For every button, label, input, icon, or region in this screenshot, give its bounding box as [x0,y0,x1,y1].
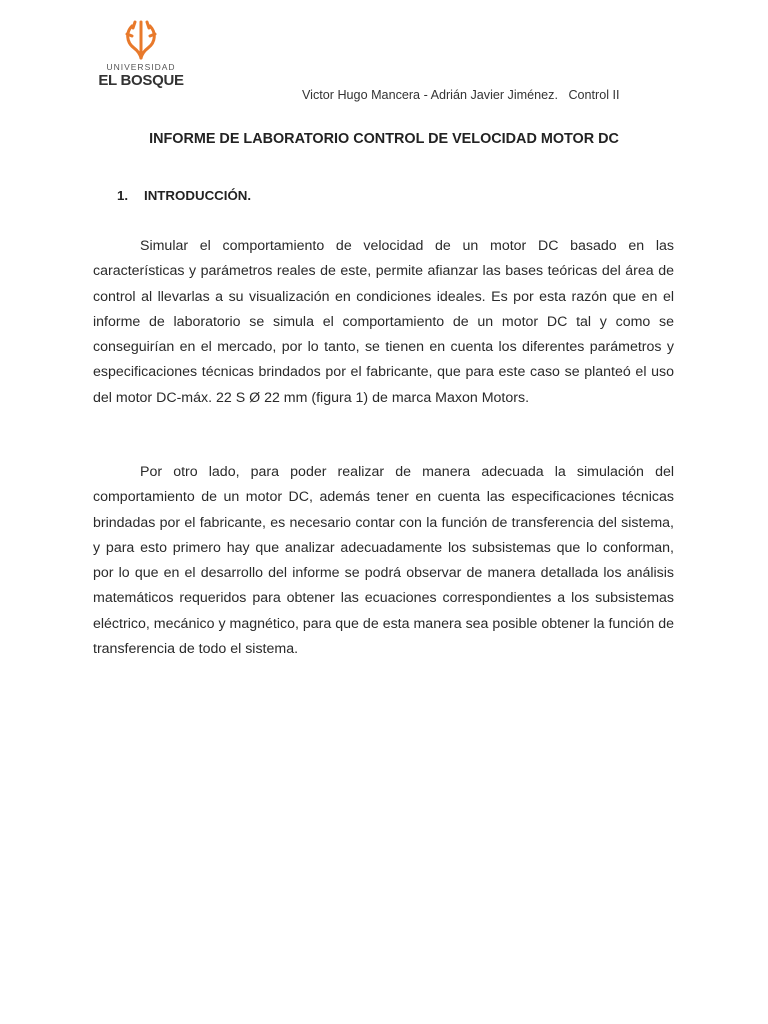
section-title: INTRODUCCIÓN. [144,188,252,203]
section-heading [117,188,251,203]
document-header [302,88,620,102]
section-number: 1. [117,188,129,203]
authors-text: Victor Hugo Mancera - Adrián Javier Jiménez. [302,88,558,102]
intro-paragraph-2: Por otro lado, para poder realizar de manera adecuada la simulación del comportamiento de un motor DC, además tener en cuenta las especificaciones técnicas brindadas por el fabricante, es necesario contar con la función de transferencia del sistema, y para esto primero hay que analizar adecuadamente los subsistemas que lo conforman, por lo que en el desarrollo del informe se podrá observar de manera detallada los análisis matemáticos requeridos para obtener las ecuaciones correspondientes a los subsistemas eléctrico, mecánico y magnético, para que de esta manera sea posible obtener la función de transferencia de todo el sistema. [93,464,674,658]
university-logo [98,18,184,92]
university-name: EL BOSQUE [98,72,184,89]
el-bosque-emblem-icon [120,18,162,62]
document-title: INFORME DE LABORATORIO CONTROL DE VELOCIDAD MOTOR DC [149,131,619,147]
intro-paragraph-1: Simular el comportamiento de velocidad de un motor DC basado en las características y parámetros reales de este, permite afianzar las bases teóricas del área de control al llevarlas a su visualización en condiciones ideales. Es por esta razón que en el informe de laboratorio se simula el comportamiento de un motor DC tal y como se conseguirían en el mercado, por lo tanto, se tienen en cuenta los diferentes parámetros y especificaciones técnicas brindados por el fabricante, que para este caso se planteó el uso del motor DC-máx. 22 S Ø 22 mm (figura 1) de marca Maxon Motors. [93,238,674,406]
course-text: Control II [568,88,620,102]
university-label: UNIVERSIDAD [106,62,176,72]
